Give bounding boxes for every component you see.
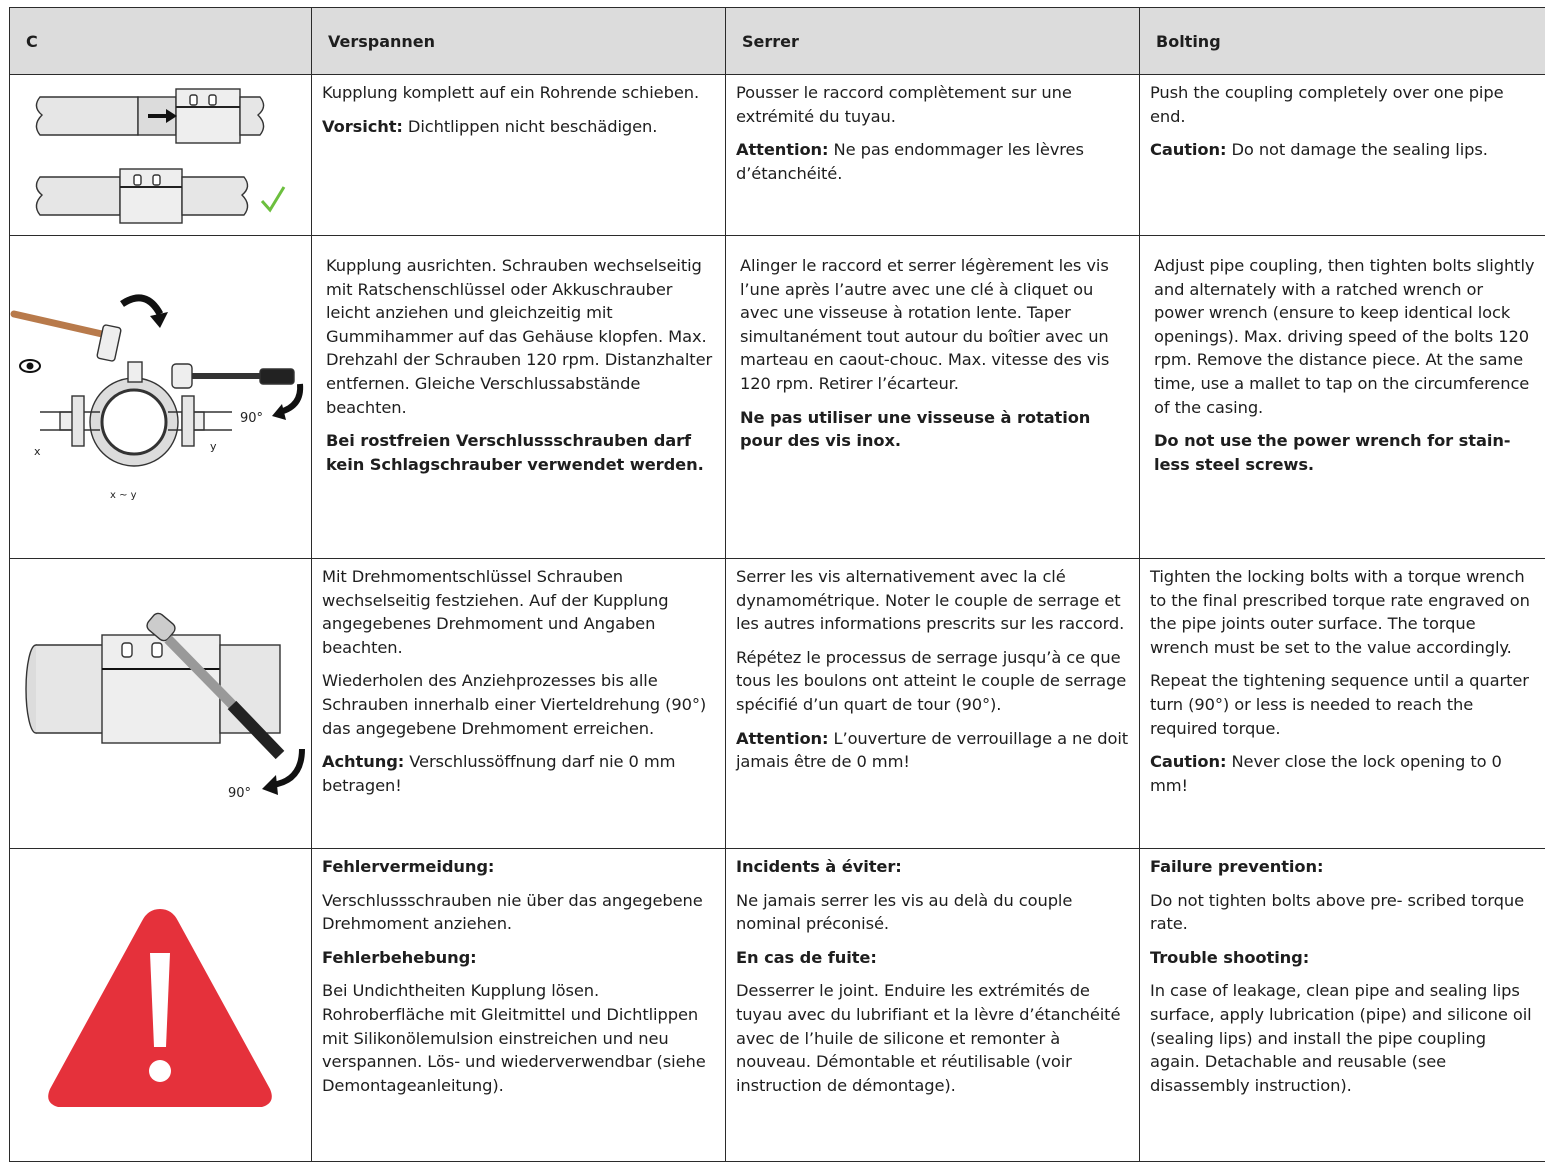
step-2-figure-cell [10,236,312,559]
step-2-en-p2: Do not use the power wrench for stain-less steel screws. [1154,429,1537,476]
step-1-german [312,75,726,236]
step-4-en-p1: Do not tighten bolts above pre- scribed torque rate. [1150,889,1537,936]
step-3-en-p2: Repeat the tightening sequence until a quarter turn (90°) or less is needed to reach the required torque. [1150,669,1537,740]
header-german: Verspannen [312,8,726,75]
step-1-english [1140,75,1545,236]
step-row-4 [10,849,1545,1162]
rubber-hammer-icon [14,314,121,361]
step-4-french [726,849,1140,1162]
push-coupling-illustration [10,75,310,231]
step-row-1 [10,75,1545,236]
step-1-de-caution-label: Vorsicht: [322,117,403,136]
step-1-de-p2 [322,115,717,139]
x-label: x [34,445,41,458]
step-2-de-p1: Kupplung ausrichten. Schrauben wechselseitig mit Ratschenschlüssel oder Akkuschrauber leicht anziehen und gleichzeitig mit Gummihammer auf das Gehäuse klopfen. Max. Drehzahl der Schrauben 120 rpm. Distanzhalter entfernen. Gleiche Verschlussabstände beachten. [326,254,717,419]
rotation-arrow-icon [280,384,300,412]
step-4-english [1140,849,1545,1162]
header-french: Serrer [726,8,1140,75]
step-row-3 [10,559,1545,849]
step-4-de-p1: Verschlussschrauben nie über das angegebene Drehmoment anziehen. [322,889,717,936]
step-4-fr-p1: Ne jamais serrer les vis au delà du couple nominal préconisé. [736,889,1131,936]
step-3-figure-cell [10,559,312,849]
step-3-en-p3 [1150,750,1537,797]
step-4-de-heading-1: Fehlervermeidung: [322,855,717,879]
step-4-fr-p2: Desserrer le joint. Enduire les extrémités de tuyau avec du lubrifiant et la lèvre d’étanchéité avec de l’huile de silicone et remonter à nouveau. Démontable et réutilisable (voir instruction de démontage). [736,979,1131,1097]
step-3-english [1140,559,1545,849]
step-1-de-caution-text: Dichtlippen nicht beschädigen. [403,117,657,136]
step-2-fr-p2: Ne pas utiliser une visseuse à rotation pour des vis inox. [740,406,1131,453]
step-1-fr-caution-text: Ne pas endommager les lèvres d’étanchéité. [736,140,1084,183]
step-4-en-p2: In case of leakage, clean pipe and sealing lips surface, apply lubrication (pipe) and silicone oil (sealing lips) and install the pipe coupling again. Detachable and reusable (see disassembly instruction). [1150,979,1537,1097]
torque-wrench-illustration [10,559,310,844]
xy-label: x ~ y [110,490,137,501]
step-3-en-p1: Tighten the locking bolts with a torque wrench to the final prescribed torque rate engraved on the pipe joints outer surface. The torque wrench must be set to the value accordingly. [1150,565,1537,659]
step-1-fr-p2 [736,138,1131,185]
y-label: y [210,440,217,453]
ratchet-wrench-icon [172,364,294,388]
step-3-de-warning-text: Verschlussöffnung darf nie 0 mm betragen! [322,752,675,795]
step-1-de-p1: Kupplung komplett auf ein Rohrende schieben. [322,81,717,105]
step-1-fr-p1: Pousser le raccord complètement sur une extrémité du tuyau. [736,81,1131,128]
step-4-fr-heading-1: Incidents à éviter: [736,855,1131,879]
step-3-fr-warning-text: L’ouverture de verrouillage a ne doit jamais être de 0 mm! [736,729,1128,772]
step-2-german [312,236,726,559]
step-2-fr-p1: Alinger le raccord et serrer légèrement les vis l’une après l’autre avec une clé à cliquet ou avec une visseuse à rotation lente. Taper simultanément tout autour du boîtier avec un marteau en caout-chouc. Max. vitesse des vis 120 rpm. Retirer l’écarteur. [740,254,1131,396]
step-3-de-warning-label: Achtung: [322,752,404,771]
step-1-en-caution-text: Do not damage the sealing lips. [1226,140,1487,159]
step-1-en-p1: Push the coupling completely over one pipe end. [1150,81,1537,128]
step-4-de-p2: Bei Undichtheiten Kupplung lösen. Rohroberfläche mit Gleitmittel und Dichtlippen mit Silikonölemulsion einstreichen und neu verspannen. Lös- und wiederverwendbar (siehe Demontageanleitung). [322,979,717,1097]
header-c: C [10,8,312,75]
step-3-fr-p3 [736,727,1131,774]
step-3-en-caution-label: Caution: [1150,752,1226,771]
step-row-2 [10,236,1545,559]
tighten-bolts-illustration [10,236,310,554]
step-3-en-caution-text: Never close the lock opening to 0 mm! [1150,752,1502,795]
step-3-fr-p2: Répétez le processus de serrage jusqu’à ce que tous les boulons ont atteint le couple de serrage spécifié d’un quart de tour (90°). [736,646,1131,717]
step-4-fr-heading-2: En cas de fuite: [736,946,1131,970]
pipe-bottom [36,169,247,223]
step-3-de-p3 [322,750,717,797]
step-1-figure-cell [10,75,312,236]
step-3-fr-warning-label: Attention: [736,729,828,748]
step-1-en-caution-label: Caution: [1150,140,1226,159]
header-english: Bolting [1140,8,1545,75]
step-4-de-heading-2: Fehlerbehebung: [322,946,717,970]
step-3-de-p2: Wiederholen des Anziehprozesses bis alle Schrauben innerhalb einer Vierteldrehung (90°) das angegebene Drehmoment erreichen. [322,669,717,740]
curved-arrow-icon [122,298,160,314]
warning-triangle-icon [10,849,310,1157]
step-1-fr-caution-label: Attention: [736,140,828,159]
step-2-en-p1: Adjust pipe coupling, then tighten bolts slightly and alternately with a ratched wrench or power wrench (ensure to keep identical lock openings). Max. driving speed of the bolts 120 rpm. Remove the distance piece. At the same time, use a mallet to tap on the circumference of the casing. [1154,254,1537,419]
angle-label: 90° [240,411,263,426]
step-2-english [1140,236,1545,559]
bolting-instructions-table [9,7,1545,1162]
step-1-en-p2 [1150,138,1537,162]
step-4-en-heading-1: Failure prevention: [1150,855,1537,879]
step-3-fr-p1: Serrer les vis alternativement avec la clé dynamométrique. Noter le couple de serrage et les autres informations prescrits sur les raccord. [736,565,1131,636]
pipe-coupling [26,635,280,743]
step-3-french [726,559,1140,849]
angle-label: 90° [228,786,251,801]
warning-figure-cell [10,849,312,1162]
step-2-french [726,236,1140,559]
header-row [10,8,1545,75]
step-1-french [726,75,1140,236]
step-3-german [312,559,726,849]
eye-icon [20,360,40,372]
checkmark-icon [262,187,284,210]
step-4-german [312,849,726,1162]
step-2-de-p2: Bei rostfreien Verschlussschrauben darf kein Schlagschrauber verwendet werden. [326,429,717,476]
step-4-en-heading-2: Trouble shooting: [1150,946,1537,970]
step-3-de-p1: Mit Drehmomentschlüssel Schrauben wechselseitig festziehen. Auf der Kupplung angegebenes Drehmoment und Angaben beachten. [322,565,717,659]
